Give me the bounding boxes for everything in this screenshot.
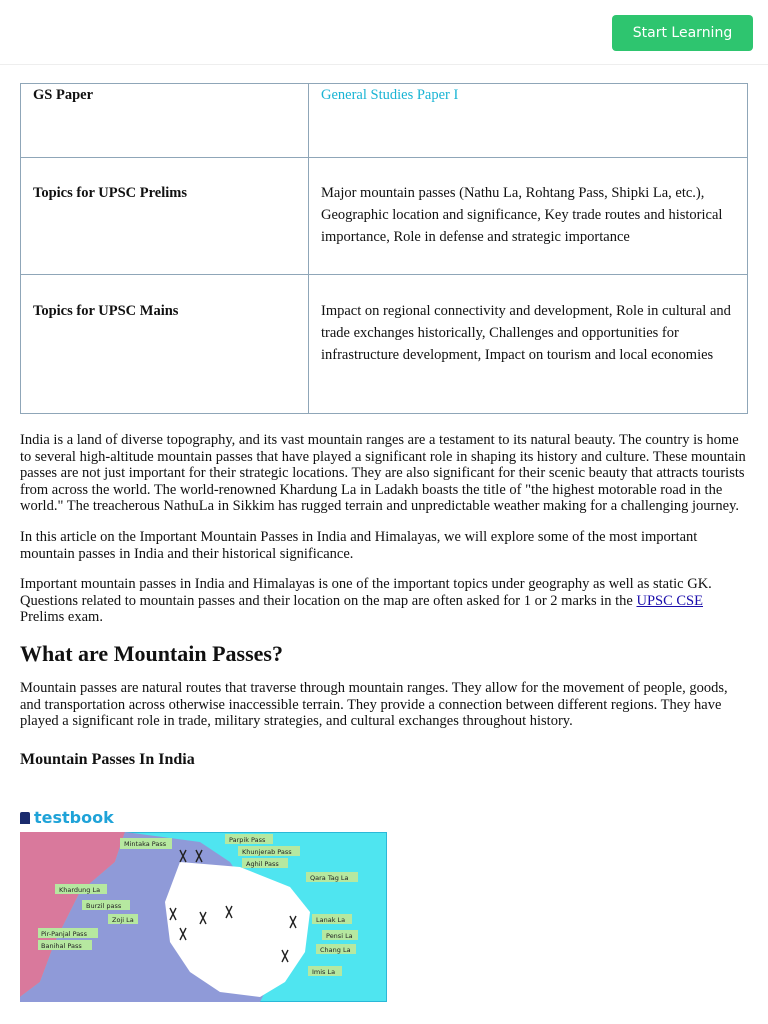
table-value: Major mountain passes (Nathu La, Rohtang Pass, Shipki La, etc.), Geographic location and significance, Key trade routes and historical importance, Role in defense and strategic importance xyxy=(309,158,748,275)
mountain-passes-map xyxy=(20,808,390,1008)
map-label: Khardung La xyxy=(59,886,101,894)
map-label: Khunjerab Pass xyxy=(242,848,292,856)
table-value[interactable] xyxy=(309,84,748,158)
map-label: Zoji La xyxy=(112,916,134,924)
map-label: Aghil Pass xyxy=(246,860,279,868)
table-key: GS Paper xyxy=(21,84,309,158)
section-heading: What are Mountain Passes? xyxy=(20,640,283,666)
article-body xyxy=(20,432,750,768)
table-key: Topics for UPSC Prelims xyxy=(21,158,309,275)
map-label: Imis La xyxy=(312,968,336,976)
map-label: Qara Tag La xyxy=(310,874,349,882)
paragraph-text: Prelims exam. xyxy=(20,609,103,626)
brand-text: testbook xyxy=(34,808,114,827)
map-label: Mintaka Pass xyxy=(124,840,167,848)
subsection-heading: Mountain Passes In India xyxy=(20,750,195,768)
paragraph: In this article on the Important Mountain Passes in India and Himalayas, we will explore some of the most important mountain passes in India and their historical significance. xyxy=(20,528,698,562)
paragraph xyxy=(20,576,750,626)
testbook-logo-icon xyxy=(20,812,30,824)
map-label: Chang La xyxy=(320,946,351,954)
india-map-illustration xyxy=(20,832,387,1002)
map-label: Pir-Panjal Pass xyxy=(41,930,87,938)
paragraph: Mountain passes are natural routes that traverse through mountain ranges. They allow for the movement of people, goods, and transportation across otherwise inaccessible terrain. They provide a connection between different regions. They have played a significant role in trade, military strategies, and cultural exchanges throughout history. xyxy=(20,679,728,730)
table-value: Impact on regional connectivity and development, Role in cultural and trade exchanges historically, Challenges and opportunities for infrastructure development, Impact on tourism and local economies xyxy=(309,275,748,414)
map-label: Banihal Pass xyxy=(41,942,82,950)
table-row xyxy=(21,275,748,414)
table-row xyxy=(21,158,748,275)
syllabus-table xyxy=(20,83,748,414)
map-label: Parpik Pass xyxy=(229,836,266,844)
paragraph: India is a land of diverse topography, and its vast mountain ranges are a testament to its natural beauty. The country is home to several high-altitude mountain passes that have played a significant role in shaping its history and culture. These mountain passes are not just important for their strategic locations. They are also significant for their scenic beauty that attracts tourists from across the world. The world-renowned Khardung La in Ladakh boasts the title of "the highest motorable road in the world." The treacherous NathuLa in Sikkim has rugged terrain and unpredictable weather making for a challenging journey. xyxy=(20,432,746,515)
start-learning-button[interactable]: Start Learning xyxy=(612,15,753,51)
testbook-logo xyxy=(20,808,390,827)
table-row xyxy=(21,84,748,158)
map-label: Lanak La xyxy=(316,916,346,924)
upsc-cse-link[interactable]: UPSC CSE xyxy=(636,592,703,609)
table-key: Topics for UPSC Mains xyxy=(21,275,309,414)
map-label: Pensi La xyxy=(326,932,353,940)
map-label: Burzil pass xyxy=(86,902,122,910)
paragraph-text: Important mountain passes in India and Himalayas is one of the important topics under geography as well as static GK. Questions related to mountain passes and their location on the map are often asked for 1 or 2 marks in the xyxy=(20,576,712,609)
gs-paper-link[interactable]: General Studies Paper I xyxy=(321,87,459,103)
top-bar xyxy=(0,0,768,65)
